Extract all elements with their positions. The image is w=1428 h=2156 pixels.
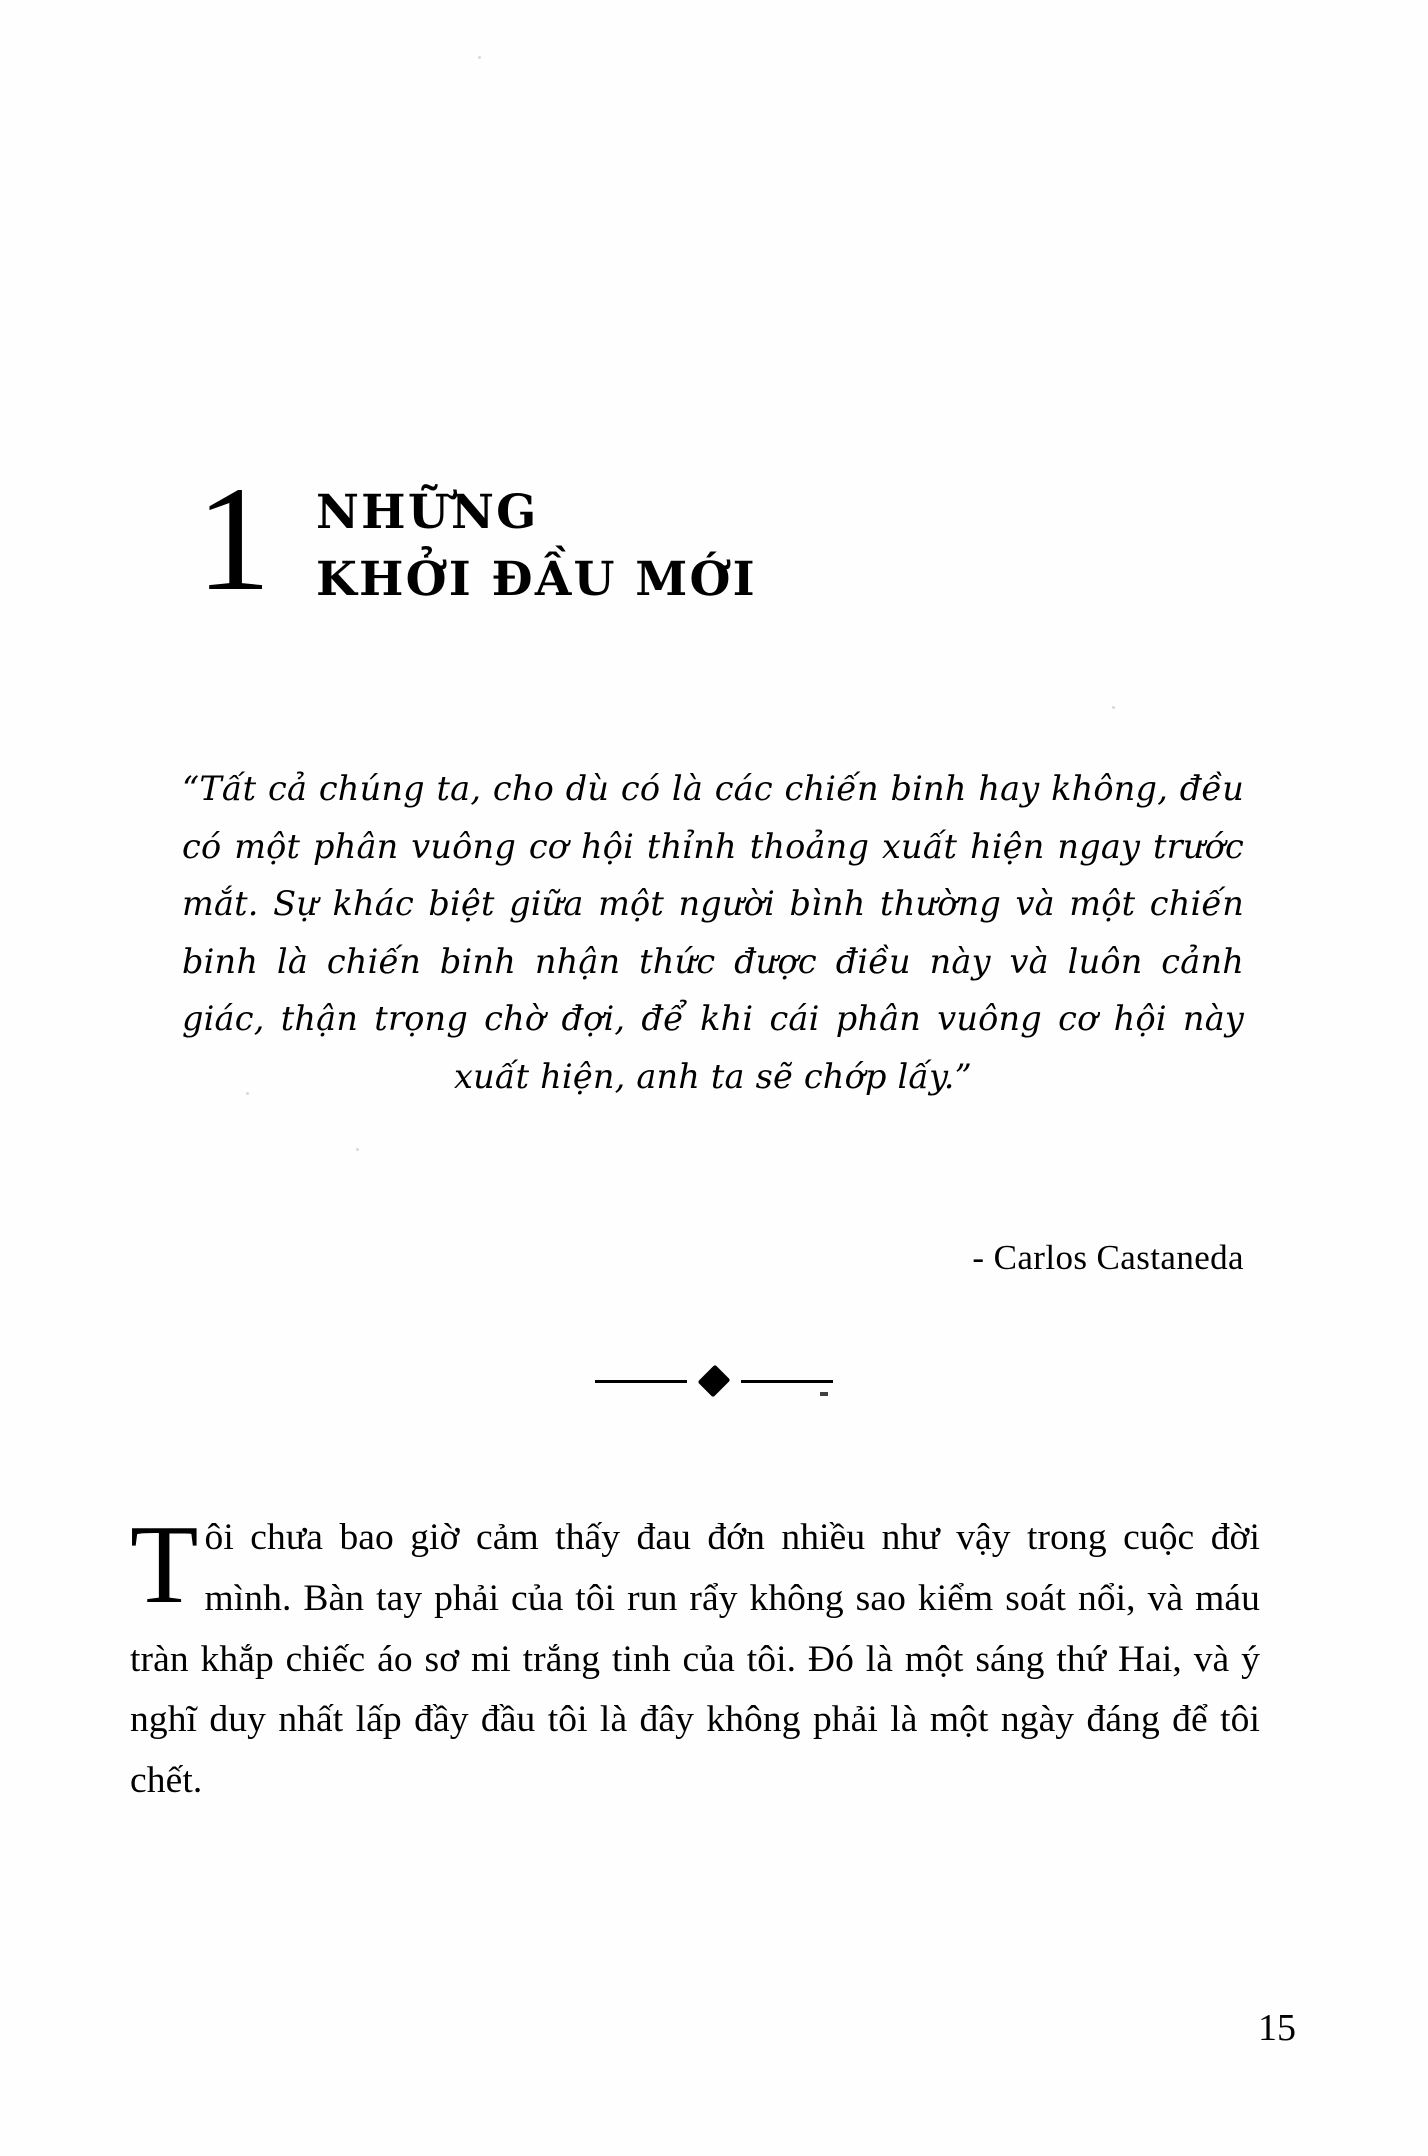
chapter-heading xyxy=(196,456,1236,622)
page-speckle xyxy=(1112,706,1115,709)
diamond-icon xyxy=(698,1365,731,1398)
ornament-speck xyxy=(820,1392,828,1396)
chapter-title-line-1: NHỮNG xyxy=(316,485,539,540)
chapter-number: 1 xyxy=(196,456,269,622)
section-ornament xyxy=(0,1370,1428,1392)
drop-cap: T xyxy=(130,1503,199,1627)
chapter-title xyxy=(316,468,757,613)
ornament-rule-right xyxy=(741,1380,833,1383)
epigraph-attribution: - Carlos Castaneda xyxy=(972,1238,1244,1277)
page-speckle xyxy=(478,56,481,59)
first-paragraph xyxy=(130,1503,1260,1812)
ornament-rule-left xyxy=(595,1380,687,1383)
body-text xyxy=(130,1503,1260,1812)
page-number: 15 xyxy=(1258,2007,1296,2049)
page-speckle xyxy=(356,1148,359,1151)
first-paragraph-text: ôi chưa bao giờ cảm thấy đau đớn nhiều như vậy trong cuộc đời mình. Bàn tay phải của tôi run rẩy không sao kiểm soát nổi, và máu tràn khắp chiếc áo sơ mi trắng tinh của tôi. Đó là một sáng thứ Hai, và ý nghĩ duy nhất lấp đầy đầu tôi là đây không phải là một ngày đáng để tôi chết. xyxy=(130,1517,1260,1801)
epigraph-text: “Tất cả chúng ta, cho dù có là các chiến binh hay không, đều có một phân vuông cơ hội thỉnh thoảng xuất hiện ngay trước mắt. Sự khác biệt giữa một người bình thường và một chiến binh là chiến binh nhận thức được điều này và luôn cảnh giác, thận trọng chờ đợi, để khi cái phân vuông cơ hội này xuất hiện, anh ta sẽ chớp lấy.” xyxy=(182,769,1244,1097)
chapter-title-line-2: KHỞI ĐẦU MỚI xyxy=(316,551,757,607)
